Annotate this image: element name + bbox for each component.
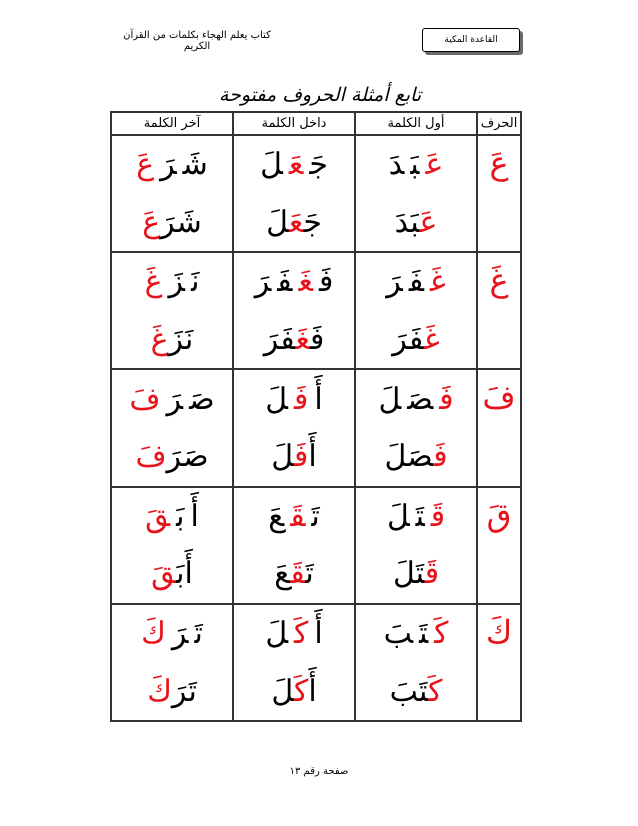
sequence-letter: قَ	[290, 498, 306, 534]
word-part: نَزَ	[168, 322, 194, 358]
sequence-letter: غَ	[298, 264, 313, 300]
sequence-letter: أَ	[314, 616, 323, 652]
sequence-letter: دَ	[388, 147, 405, 183]
word-part: جَ	[303, 204, 322, 240]
letter-sequence	[133, 147, 211, 182]
joined-word	[151, 556, 193, 591]
word-part: أَبَ	[176, 556, 193, 592]
letter-cell: فَ	[477, 369, 521, 486]
sequence-letter: أَ	[314, 381, 323, 417]
example-cell-first	[355, 252, 477, 369]
word-part: فَ	[433, 439, 448, 475]
word-part: قَ	[290, 556, 306, 592]
letter-cell: عَ	[477, 135, 521, 252]
example-cell-middle	[233, 487, 355, 604]
word-part: عَ	[288, 204, 304, 240]
word-part: كَ	[428, 673, 443, 709]
header-middle: داخل الكلمة	[233, 112, 355, 135]
example-cell-last	[111, 369, 233, 486]
sequence-letter: بَ	[176, 498, 185, 534]
word-part: غَ	[295, 322, 310, 358]
sequence-letter: لَ	[260, 147, 283, 183]
sequence-letter: فَ	[277, 264, 293, 300]
sequence-letter: غَ	[144, 264, 163, 300]
sequence-letter: قَ	[430, 498, 446, 534]
word-part: عَ	[419, 204, 438, 240]
sequence-letter: تَ	[415, 498, 425, 534]
sequence-letter: لَ	[378, 381, 402, 417]
word-part: فَ	[309, 322, 325, 358]
sequence-letter: كَ	[294, 616, 309, 652]
header-first: أول الكلمة	[355, 112, 477, 135]
word-part: فَرَ	[392, 322, 425, 358]
word-part: لَ	[266, 204, 289, 240]
letter-sequence	[375, 382, 456, 417]
letter-cell: كَ	[477, 604, 521, 721]
joined-word	[147, 674, 197, 709]
sequence-letter: لَ	[386, 498, 410, 534]
joined-word	[151, 322, 194, 357]
example-cell-last	[111, 604, 233, 721]
sequence-letter: صَ	[407, 381, 434, 417]
sequence-letter: شَ	[182, 147, 208, 183]
example-cell-first	[355, 604, 477, 721]
sequence-letter: عَ	[268, 498, 285, 534]
joined-word	[135, 439, 208, 474]
example-cell-middle	[233, 252, 355, 369]
header-badge: القاعدة المكية	[422, 28, 520, 52]
sequence-letter: تَ	[311, 498, 320, 534]
word-part: أَ	[308, 439, 317, 475]
sequence-letter: فَ	[408, 264, 425, 300]
sequence-letter: جَ	[309, 147, 328, 183]
table-row	[111, 135, 521, 252]
joined-word	[392, 322, 439, 357]
table-row	[111, 487, 521, 604]
sequence-letter: تَ	[194, 616, 203, 652]
letters-table	[110, 111, 522, 722]
word-part: فَرَ	[263, 322, 296, 358]
joined-word	[390, 674, 443, 709]
example-cell-first	[355, 487, 477, 604]
example-cell-last	[111, 487, 233, 604]
word-part: قَ	[424, 556, 440, 592]
word-part: صَرَ	[166, 439, 209, 475]
word-part: عَ	[274, 556, 291, 592]
sequence-letter: قَ	[145, 498, 171, 534]
sequence-letter: عَ	[288, 147, 304, 183]
table-row	[111, 604, 521, 721]
sequence-letter: فَ	[129, 381, 161, 417]
sequence-letter: تَ	[419, 616, 429, 652]
joined-word	[274, 556, 314, 591]
word-part: تَرَ	[171, 673, 197, 709]
letter-sequence	[383, 264, 448, 299]
joined-word	[266, 205, 322, 240]
sequence-letter: بَ	[410, 147, 420, 183]
sequence-letter: فَ	[439, 381, 454, 417]
letter-sequence	[142, 264, 203, 299]
joined-word	[271, 439, 316, 474]
book-title: كتاب يعلم الهجاء بكلمات من القرآن الكريم	[123, 30, 271, 52]
word-part: بَدَ	[394, 204, 420, 240]
sequence-letter: عَ	[425, 147, 444, 183]
word-part: صَلَ	[384, 439, 434, 475]
word-part: كَ	[147, 673, 172, 709]
word-part: كَ	[294, 673, 309, 709]
joined-word	[142, 205, 202, 240]
joined-word	[264, 322, 325, 357]
joined-word	[395, 205, 438, 240]
sequence-letter: زَ	[168, 264, 186, 300]
word-part: تَ	[305, 556, 314, 592]
example-cell-last	[111, 135, 233, 252]
table-header-row	[111, 112, 521, 135]
letter-sequence	[142, 499, 202, 534]
sequence-letter: عَ	[136, 147, 155, 183]
sequence-letter: أَ	[190, 498, 199, 534]
sequence-letter: كَ	[434, 616, 449, 652]
letter-sequence	[257, 147, 331, 182]
header-letter: الحرف	[477, 112, 521, 135]
letter-sequence	[384, 499, 448, 534]
example-cell-first	[355, 369, 477, 486]
word-part: فَ	[135, 439, 167, 475]
joined-word	[393, 556, 439, 591]
sequence-letter: رَ	[166, 381, 184, 417]
word-part: لَ	[271, 439, 295, 475]
sequence-letter: فَ	[318, 264, 334, 300]
joined-word	[384, 439, 447, 474]
sequence-letter: نَ	[191, 264, 200, 300]
sequence-letter: لَ	[265, 616, 289, 652]
sequence-letter: كَ	[141, 616, 166, 652]
word-part: لَ	[271, 673, 295, 709]
letter-cell: غَ	[477, 252, 521, 369]
joined-word	[271, 674, 316, 709]
sequence-letter: غَ	[430, 264, 446, 300]
sequence-letter: صَ	[189, 381, 215, 417]
word-part: عَ	[142, 204, 161, 240]
example-cell-last	[111, 252, 233, 369]
table-body	[111, 135, 521, 721]
header-last: آخر الكلمة	[111, 112, 233, 135]
word-part: غَ	[424, 322, 440, 358]
example-cell-first	[355, 135, 477, 252]
sequence-letter: رَ	[171, 616, 189, 652]
word-part: غَ	[150, 322, 169, 358]
word-part: شَرَ	[160, 204, 202, 240]
table-row	[111, 252, 521, 369]
word-part: أَ	[308, 673, 317, 709]
letter-sequence	[265, 499, 323, 534]
letter-sequence	[138, 616, 206, 651]
letter-sequence	[262, 616, 325, 651]
example-cell-middle	[233, 369, 355, 486]
letter-sequence	[126, 382, 217, 417]
word-part: تَلَ	[392, 556, 425, 592]
table-row	[111, 369, 521, 486]
letter-cell: قَ	[477, 487, 521, 604]
sequence-letter: رَ	[386, 264, 403, 300]
sequence-letter: رَ	[254, 264, 272, 300]
letter-sequence	[386, 147, 447, 182]
letter-sequence	[262, 382, 325, 417]
letter-sequence	[381, 616, 452, 651]
page-number: صفحة رقم ١٣	[289, 766, 349, 777]
sequence-letter: بَ	[383, 616, 414, 652]
sequence-letter: فَ	[294, 381, 309, 417]
word-part: فَ	[294, 439, 309, 475]
sequence-letter: لَ	[265, 381, 289, 417]
word-part: تَبَ	[389, 673, 429, 709]
word-part: قَ	[151, 556, 177, 592]
example-cell-middle	[233, 604, 355, 721]
example-cell-middle	[233, 135, 355, 252]
page-title: تابع أمثلة الحروف مفتوحة	[218, 84, 422, 106]
letter-sequence	[252, 264, 337, 299]
sequence-letter: رَ	[160, 147, 177, 183]
